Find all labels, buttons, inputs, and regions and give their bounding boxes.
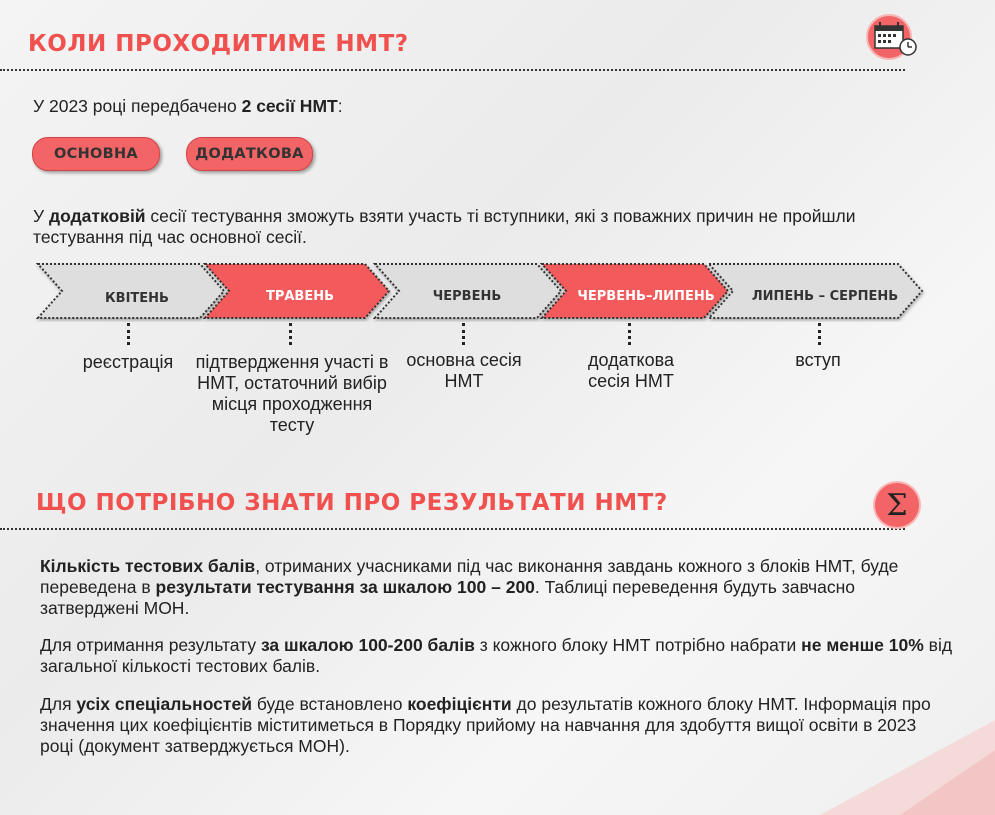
timeline-desc-may: підтвердження участі в НМТ, остаточний вибір місця проходження тесту	[195, 352, 389, 435]
note-pre: У	[33, 206, 49, 226]
p3-bold2: коефіцієнти	[407, 694, 512, 714]
section-title-when: КОЛИ ПРОХОДИТИМЕ НМТ?	[28, 31, 409, 57]
p3-text3: до результатів кожного блоку НМТ. Інформація про значення цих коефіцієнтів міститиметься в Порядку прийому на навчання для здобуття вищої освіти в 2023 році (документ затверджується МОН).	[40, 694, 931, 756]
timeline-label-april: КВІТЕНЬ	[105, 290, 169, 306]
paragraph-threshold	[40, 635, 960, 677]
p1-bold1: Кількість тестових балів	[40, 556, 256, 576]
p2-text2: з кожного блоку НМТ потрібно набрати	[474, 635, 802, 655]
sigma-glyph: Σ	[886, 487, 908, 523]
connector-june	[462, 323, 465, 345]
note-post: сесії тестування зможуть взяти участь ті вступники, які з поважних причин не пройшли тестування під час основної сесії.	[33, 206, 856, 247]
p2-text1: Для отримання результату	[40, 635, 261, 655]
decorative-corner-shape	[700, 700, 995, 815]
timeline-label-june: ЧЕРВЕНЬ	[432, 288, 502, 304]
connector-may	[289, 323, 292, 345]
session-main-pill: ОСНОВНА	[32, 137, 160, 171]
additional-session-note	[33, 206, 913, 248]
p1-text1: , отриманих учасниками під час виконання завдань кожного з блоків НМТ, буде переведена в	[40, 556, 899, 597]
p2-text3: від загальної кількості тестових балів.	[40, 635, 953, 676]
intro-text	[33, 96, 343, 117]
intro-bold: 2 сесії НМТ	[241, 96, 338, 116]
calendar-clock-icon	[866, 14, 916, 60]
p3-bold1: усіх спеціальностей	[76, 694, 252, 714]
timeline-label-may: ТРАВЕНЬ	[265, 288, 335, 304]
section-title-results: ЩО ПОТРІБНО ЗНАТИ ПРО РЕЗУЛЬТАТИ НМТ?	[36, 490, 668, 516]
timeline-desc-april: реєстрація	[82, 352, 174, 372]
session-additional-pill: ДОДАТКОВА	[186, 137, 313, 171]
p1-bold2: результати тестування за шкалою 100 – 200	[155, 577, 535, 597]
intro-post: :	[337, 96, 343, 116]
connector-june-july	[628, 323, 631, 345]
p1-text2: . Таблиці переведення будуть завчасно затверджені МОН.	[40, 577, 856, 618]
timeline-desc-june: основна сесія НМТ	[406, 350, 522, 391]
timeline-label-july-august: ЛИПЕНЬ – СЕРПЕНЬ	[751, 288, 899, 304]
timeline-desc-july-august: вступ	[795, 350, 841, 370]
timeline-label-june-july: ЧЕРВЕНЬ–ЛИПЕНЬ	[577, 288, 715, 304]
paragraph-scores	[40, 556, 910, 619]
p3-text2: буде встановлено	[251, 694, 408, 714]
connector-april	[127, 323, 130, 345]
note-bold: додатковій	[48, 206, 146, 226]
p2-bold1: за шкалою 100-200 балів	[260, 635, 475, 655]
sigma-icon	[875, 483, 919, 527]
p2-bold2: не менше 10%	[801, 635, 924, 655]
title-divider	[0, 69, 905, 71]
p3-text1: Для	[40, 694, 77, 714]
connector-july-august	[818, 323, 821, 345]
timeline-desc-june-july: додаткова сесія НМТ	[588, 350, 674, 391]
intro-pre: У 2023 році передбачено	[33, 96, 242, 116]
results-divider	[0, 528, 905, 530]
